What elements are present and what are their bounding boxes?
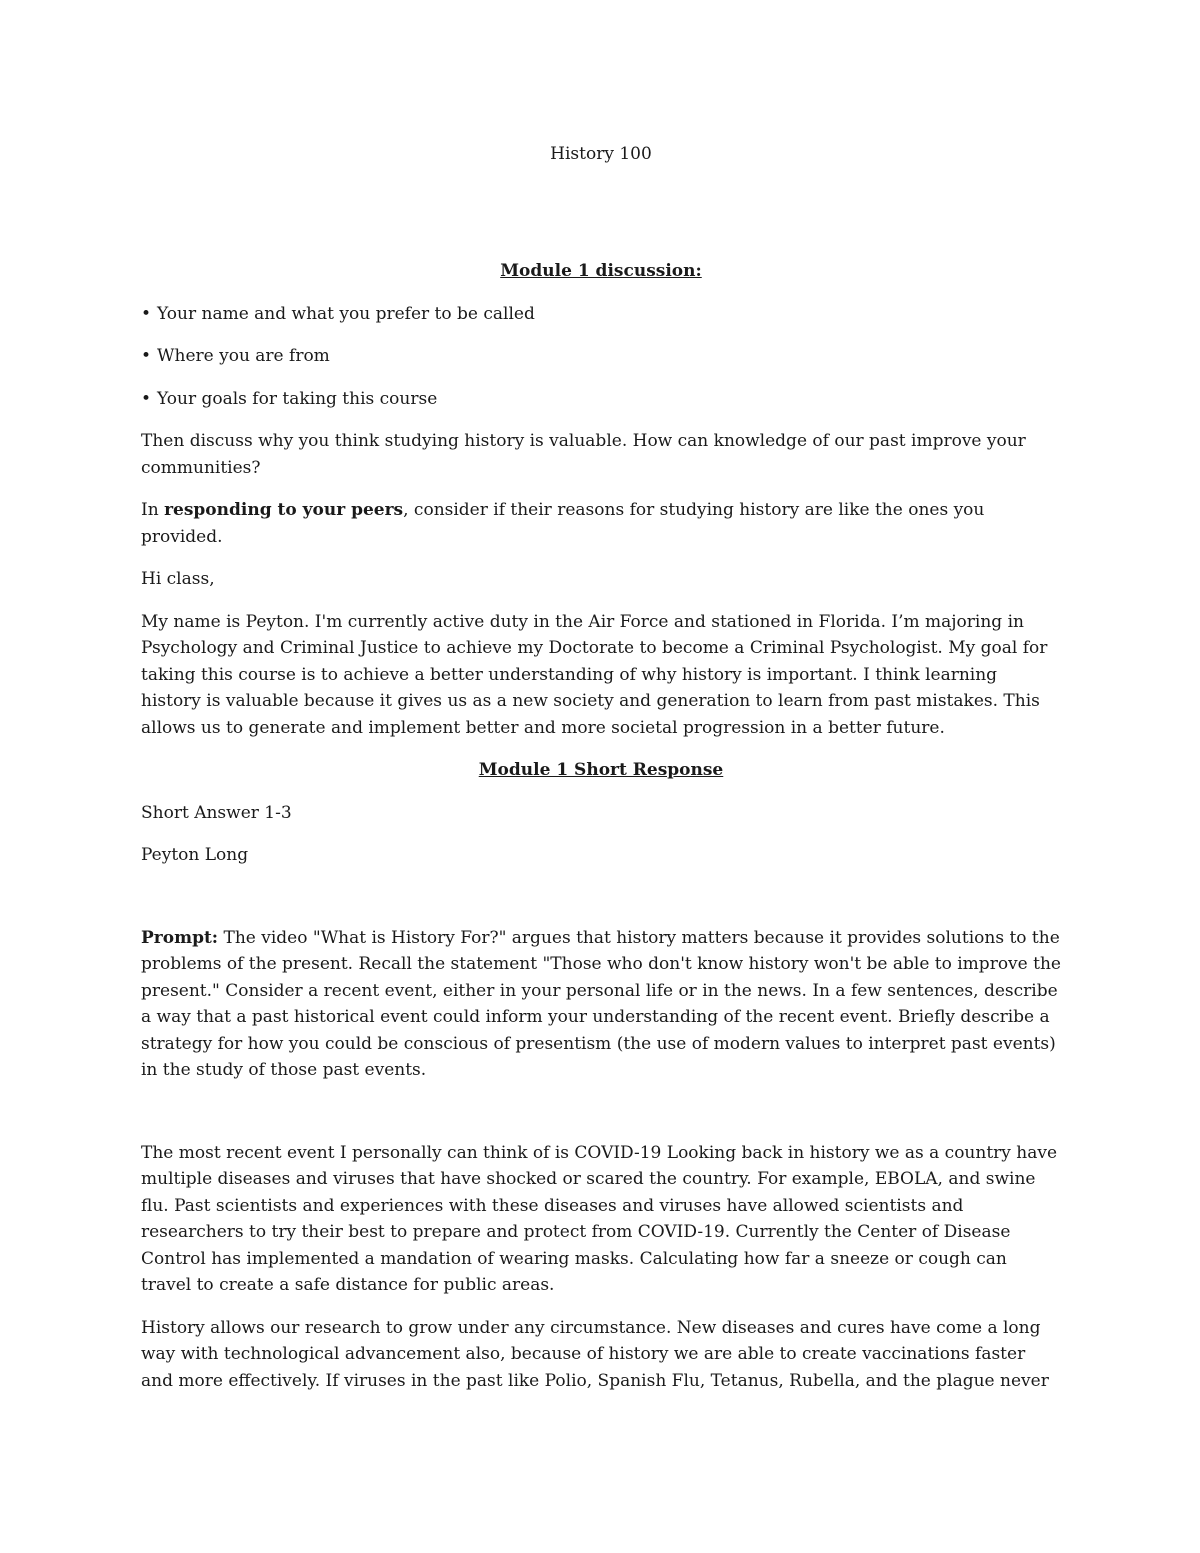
discussion-instructions: Then discuss why you think studying history is valuable. How can knowledge of our past improve your communities? (141, 431, 1026, 478)
bullet-item-origin: • Where you are from (141, 343, 1061, 370)
discussion-heading: Module 1 discussion: (500, 261, 702, 281)
course-title: History 100 (550, 144, 652, 164)
answer-paragraph-1: The most recent event I personally can think of is COVID-19 Looking back in history we as a country have multiple diseases and viruses that have shocked or scared the country. For example, EBOLA, and swine flu. Past scientists and experiences with these diseases and viruses have allowed scientists and researchers to try their best to prepare and protect from COVID-19. Currently the Center of Disease Control has implemented a mandation of wearing masks. Calculating how far a sneeze or cough can travel to create a safe distance for public areas. (141, 1142, 1058, 1295)
short-response-heading: Module 1 Short Response (478, 760, 724, 780)
prompt-text: The video "What is History For?" argues that history matters because it provides solutions to the problems of the present. Recall the statement "Those who don't know history won't be able to improve the present." Consider a recent event, either in your personal life or in the news. In a few sentences, describe a way that a past historical event could inform your understanding of the recent event. Briefly describe a strategy for how you could be conscious of presentism (the use of modern values to interpret past events) in the study of those past events. (141, 927, 1061, 1080)
peers-emphasis: responding to your peers (164, 500, 404, 520)
peers-prefix: In (141, 500, 165, 520)
bullet-item-name: • Your name and what you prefer to be called (141, 301, 1061, 328)
prompt-paragraph (141, 925, 1061, 1084)
short-answer-subtitle: Short Answer 1-3 (141, 802, 292, 823)
document-body (141, 141, 1061, 1394)
greeting: Hi class, (141, 569, 215, 589)
prompt-label: Prompt: (141, 927, 219, 948)
answer-paragraph-2: History allows our research to grow under any circumstance. New diseases and cures have come a long way with technological advancement also, because of history we are able to create vaccinations faster and more effectively. If viruses in the past like Polio, Spanish Flu, Tetanus, Rubella, and the plague never (141, 1317, 1049, 1391)
peers-instructions (141, 497, 1061, 550)
peers-suffix: , consider if their reasons for studying history are like the ones you provided. (141, 500, 985, 547)
author-name: Peyton Long (141, 845, 249, 865)
discussion-response: My name is Peyton. I'm currently active duty in the Air Force and stationed in Florida. I’m majoring in Psychology and Criminal Justice to achieve my Doctorate to become a Criminal Psychologist. My goal for taking this course is to achieve a better understanding of why history is important. I think learning history is valuable because it gives us as a new society and generation to learn from past mistakes. This allows us to generate and implement better and more societal progression in a better future. (141, 611, 1048, 738)
bullet-item-goals: • Your goals for taking this course (141, 386, 1061, 413)
